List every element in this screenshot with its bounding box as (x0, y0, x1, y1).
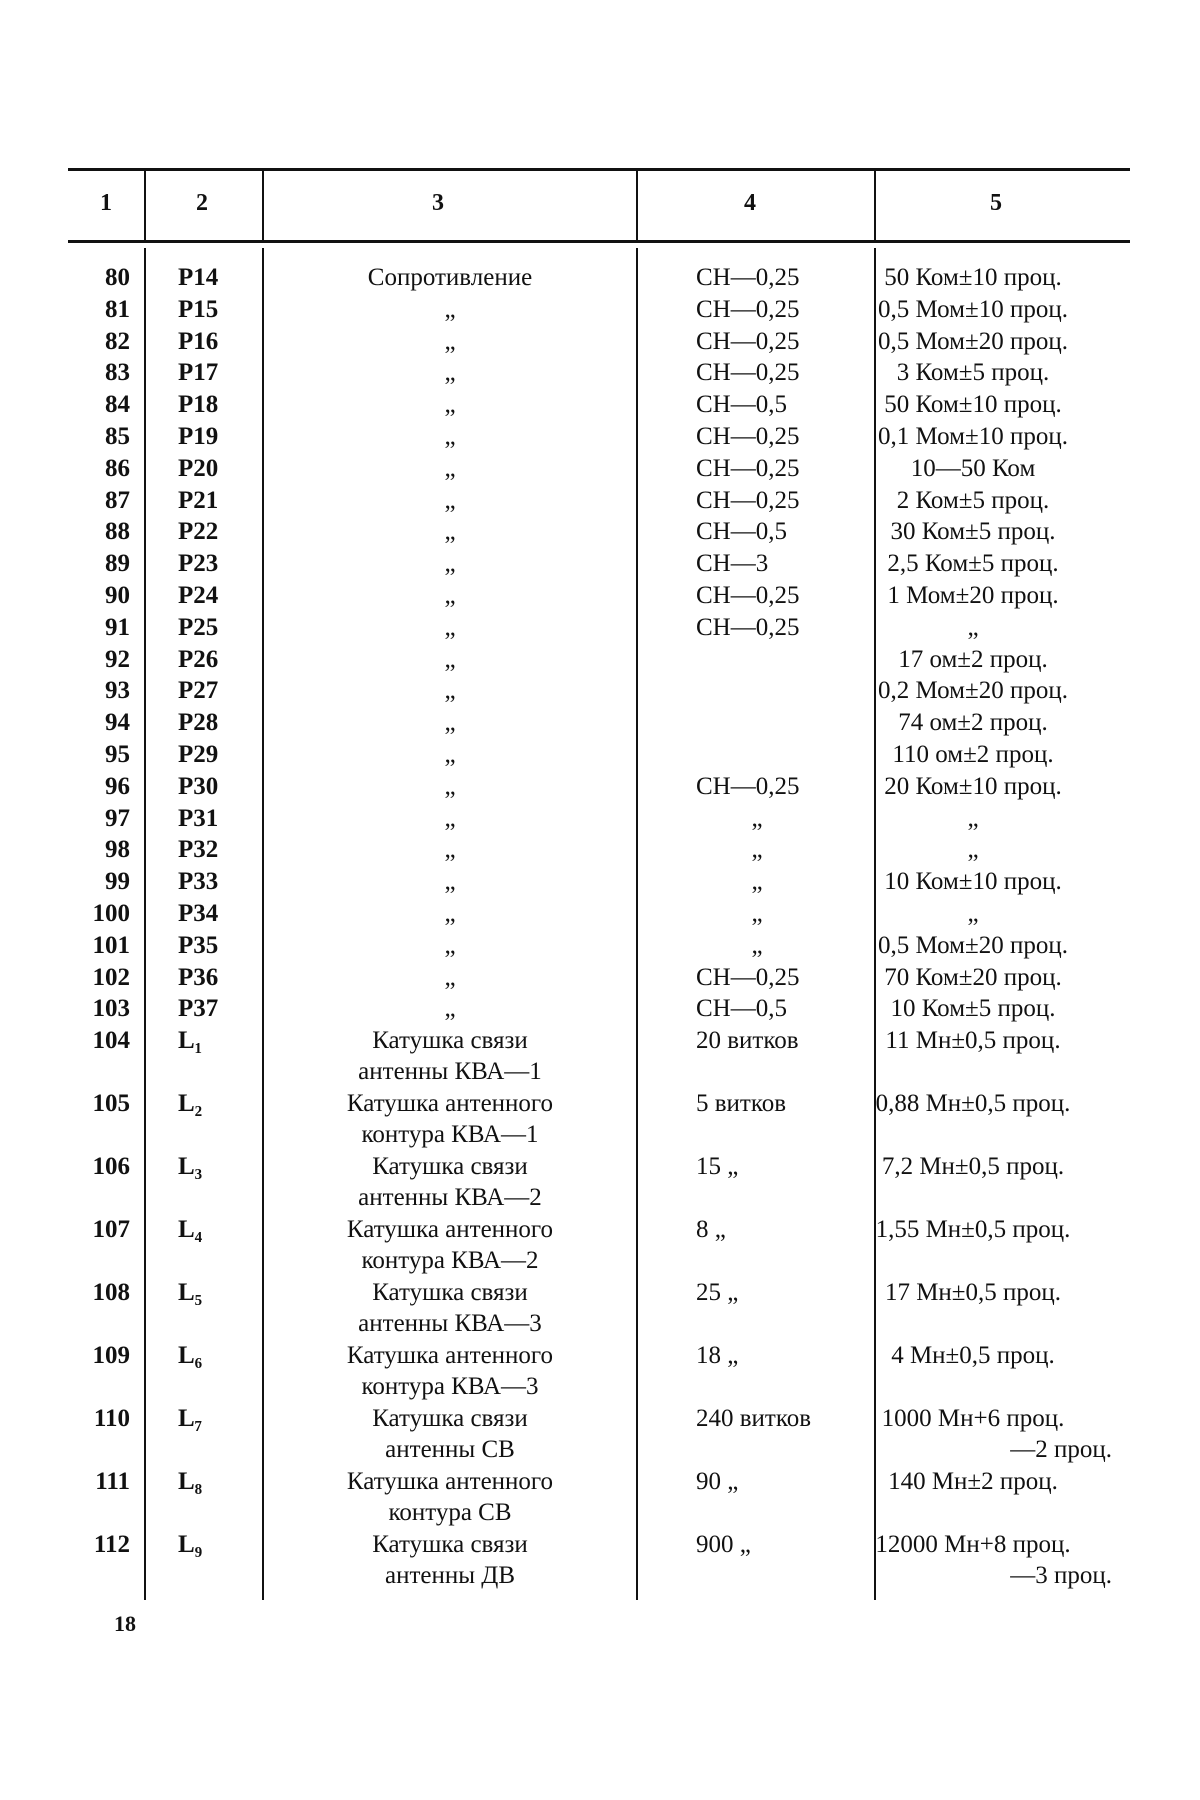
part-code: Р37 (178, 995, 219, 1023)
table-row (68, 803, 1130, 835)
table-row (68, 421, 1130, 453)
part-name-line2: антенны ДВ (384, 1562, 516, 1590)
part-name-line2: антенны КВА—2 (358, 1184, 542, 1212)
part-value: 0,88 Мн±0,5 проц. (875, 1090, 1071, 1118)
table-top-rule (68, 168, 1130, 171)
part-code: L₄ (178, 1216, 203, 1244)
part-name-line2: контура КВА—2 (361, 1247, 539, 1275)
part-type: „ (751, 900, 763, 927)
part-name: „ (444, 741, 456, 768)
part-value: 4 Мн±0,5 проц. (891, 1342, 1055, 1370)
part-name: „ (444, 486, 456, 514)
table-row (68, 485, 1130, 517)
row-number: 110 (93, 1405, 130, 1433)
part-name: „ (444, 518, 456, 546)
row-number: 80 (105, 264, 130, 291)
row-number: 112 (93, 1531, 130, 1559)
part-value: 10 Ком±10 проц. (884, 868, 1062, 896)
row-number: 92 (105, 645, 130, 673)
part-code: Р30 (178, 772, 219, 800)
header-col-4: 4 (744, 190, 756, 216)
part-name: „ (444, 454, 456, 482)
part-value: 10 Ком±5 проц. (890, 995, 1056, 1023)
part-value: 0,5 Мом±20 проц. (878, 931, 1068, 959)
part-name: Катушка связи (372, 1405, 528, 1433)
part-value: 3 Ком±5 проц. (896, 359, 1050, 387)
part-type: 900 „ (696, 1531, 751, 1559)
part-name-line2: контура КВА—3 (361, 1373, 539, 1401)
part-code: Р34 (178, 900, 219, 927)
part-type: СН—0,5 (696, 391, 787, 419)
part-code: Р18 (178, 391, 219, 419)
row-number: 111 (95, 1468, 130, 1496)
part-code: L₈ (178, 1468, 203, 1496)
part-type: 20 витков (696, 1027, 799, 1055)
part-code: L₁ (178, 1027, 203, 1055)
part-name-line2: контура СВ (388, 1499, 512, 1527)
part-name-line2: антенны КВА—3 (358, 1310, 542, 1338)
part-code: Р36 (178, 963, 219, 991)
part-value: 12000 Мн+8 проц. (875, 1531, 1071, 1559)
part-name: Сопротивление (367, 264, 533, 291)
part-type: 18 „ (696, 1342, 739, 1370)
part-code: L₂ (178, 1090, 203, 1118)
row-number: 82 (105, 327, 130, 355)
part-name: Катушка связи (372, 1279, 528, 1307)
part-type: СН—0,25 (696, 613, 800, 641)
col-divider-3 (636, 168, 638, 240)
row-number: 103 (92, 995, 130, 1023)
part-name-line2: антенны СВ (385, 1436, 515, 1464)
table-row (68, 1340, 1130, 1401)
part-value: 2,5 Ком±5 проц. (887, 550, 1059, 578)
row-number: 100 (92, 900, 130, 927)
part-name: „ (444, 931, 456, 959)
table-row (68, 516, 1130, 548)
part-value: 17 Мн±0,5 проц. (884, 1279, 1062, 1307)
part-name: „ (444, 423, 456, 450)
part-type: СН—0,25 (696, 486, 800, 514)
table-row (68, 993, 1130, 1025)
part-code: Р19 (178, 423, 219, 450)
header-col-5: 5 (990, 190, 1002, 216)
part-name: „ (444, 613, 456, 641)
row-number: 99 (105, 868, 130, 896)
part-value: 17 ом±2 проц. (898, 645, 1048, 673)
row-number: 87 (105, 486, 130, 514)
row-number: 81 (105, 295, 130, 323)
part-code: Р16 (178, 327, 219, 355)
table-row (68, 612, 1130, 644)
table-row (68, 1466, 1130, 1527)
part-code: Р14 (178, 264, 219, 291)
part-code: Р35 (178, 931, 219, 959)
part-type: СН—0,25 (696, 772, 800, 800)
row-number: 107 (92, 1216, 130, 1244)
part-name: „ (444, 963, 456, 991)
part-value: 2 Ком±5 проц. (896, 486, 1050, 514)
part-name: Катушка антенного (346, 1468, 554, 1496)
header-col-3: 3 (432, 190, 444, 216)
part-value: 50 Ком±10 проц. (884, 264, 1062, 291)
part-value: 1000 Мн+6 проц. (881, 1405, 1065, 1433)
table-row (68, 739, 1130, 771)
row-number: 108 (92, 1279, 130, 1307)
part-value: 0,2 Мом±20 проц. (878, 677, 1068, 705)
part-type: СН—0,5 (696, 518, 787, 546)
part-value: 0,5 Мом±20 проц. (878, 327, 1068, 355)
part-type: СН—0,25 (696, 327, 800, 355)
part-name: „ (444, 327, 456, 355)
header-col-2: 2 (196, 190, 208, 216)
page-number: 18 (114, 1611, 136, 1636)
part-value: 0,1 Мом±10 проц. (878, 423, 1068, 450)
table-row (68, 580, 1130, 612)
part-type: 8 „ (696, 1216, 726, 1244)
part-name: „ (444, 868, 456, 896)
part-type: 90 „ (696, 1468, 739, 1496)
part-code: Р29 (178, 741, 219, 768)
part-type: СН—0,25 (696, 454, 800, 482)
part-value: 11 Мн±0,5 проц. (885, 1027, 1061, 1055)
part-type: СН—0,25 (696, 295, 800, 323)
row-number: 105 (92, 1090, 130, 1118)
part-code: L₅ (178, 1279, 203, 1307)
row-number: 94 (105, 709, 130, 737)
parts-table (68, 168, 1130, 1600)
part-value-line2: —3 проц. (1010, 1562, 1112, 1590)
part-code: Р15 (178, 295, 219, 323)
part-value: 1 Мом±20 проц. (887, 582, 1059, 609)
part-name: „ (444, 772, 456, 800)
row-number: 106 (92, 1153, 130, 1181)
part-type: СН—0,25 (696, 963, 800, 991)
part-code: Р31 (178, 804, 219, 832)
table-row (68, 326, 1130, 358)
row-number: 97 (105, 804, 130, 832)
part-type: „ (751, 931, 763, 959)
part-value: „ (967, 836, 979, 864)
part-value: 70 Ком±20 проц. (884, 963, 1062, 991)
table-row (68, 866, 1130, 898)
part-type: СН—0,25 (696, 359, 800, 387)
part-code: L₆ (178, 1342, 203, 1370)
table-row (68, 1088, 1130, 1149)
table-row (68, 834, 1130, 866)
col-divider-4 (874, 168, 876, 240)
part-type: 25 „ (696, 1279, 739, 1307)
part-value: 7,2 Мн±0,5 проц. (881, 1153, 1065, 1181)
part-code: Р20 (178, 454, 219, 482)
part-value: 0,5 Мом±10 проц. (878, 295, 1068, 323)
part-code: Р23 (178, 550, 219, 578)
table-row (68, 962, 1130, 994)
part-name: „ (444, 550, 456, 578)
row-number: 93 (105, 677, 130, 705)
table-row (68, 1403, 1130, 1464)
table-row (68, 930, 1130, 962)
col-divider-2 (262, 168, 264, 240)
part-name: „ (444, 709, 456, 737)
part-name: „ (444, 645, 456, 673)
row-number: 85 (105, 423, 130, 450)
row-number: 98 (105, 836, 130, 864)
part-code: Р32 (178, 836, 219, 864)
table-row (68, 644, 1130, 676)
part-name: „ (444, 582, 456, 609)
part-value: 74 ом±2 проц. (898, 709, 1048, 737)
part-type: СН—0,25 (696, 423, 800, 450)
row-number: 83 (105, 359, 130, 387)
table-row (68, 389, 1130, 421)
part-code: Р28 (178, 709, 219, 737)
part-code: Р25 (178, 613, 219, 641)
row-number: 102 (92, 963, 130, 991)
part-name: „ (444, 836, 456, 864)
part-value: 30 Ком±5 проц. (890, 518, 1056, 546)
table-row (68, 548, 1130, 580)
part-type: „ (751, 836, 763, 864)
part-value: 10—50 Ком (910, 454, 1036, 482)
part-code: Р22 (178, 518, 219, 546)
table-row (68, 1025, 1130, 1086)
part-value: 110 ом±2 проц. (892, 741, 1054, 768)
part-code: Р24 (178, 582, 219, 609)
table-row (68, 357, 1130, 389)
table-row (68, 1277, 1130, 1338)
row-number: 101 (92, 931, 130, 959)
table-row (68, 707, 1130, 739)
row-number: 88 (105, 518, 130, 546)
part-name: „ (444, 900, 456, 927)
part-name: „ (444, 295, 456, 323)
row-number: 104 (92, 1027, 130, 1055)
part-name: Катушка связи (372, 1153, 528, 1181)
part-type: СН—0,25 (696, 264, 800, 291)
part-name: „ (444, 677, 456, 705)
part-code: Р33 (178, 868, 219, 896)
col-divider-1 (144, 168, 146, 240)
part-type: „ (751, 868, 763, 896)
part-name: Катушка антенного (346, 1342, 554, 1370)
part-name: Катушка антенного (346, 1216, 554, 1244)
table-row (68, 1151, 1130, 1212)
table-row (68, 453, 1130, 485)
part-name: „ (444, 391, 456, 419)
row-number: 95 (105, 741, 130, 768)
part-name-line2: антенны КВА—1 (358, 1058, 542, 1086)
row-number: 89 (105, 550, 130, 578)
part-value: 50 Ком±10 проц. (884, 391, 1062, 419)
row-number: 90 (105, 582, 130, 609)
part-name: Катушка связи (372, 1027, 528, 1055)
part-value: 1,55 Мн±0,5 проц. (875, 1216, 1071, 1244)
table-row (68, 1214, 1130, 1275)
table-row (68, 675, 1130, 707)
part-value: 140 Мн±2 проц. (888, 1468, 1058, 1496)
part-code: L₇ (178, 1405, 203, 1433)
part-name: „ (444, 359, 456, 387)
part-code: Р26 (178, 645, 219, 673)
part-type: 5 витков (696, 1090, 787, 1118)
header-col-1: 1 (100, 190, 112, 216)
part-value: „ (967, 613, 979, 641)
table-row (68, 1529, 1130, 1590)
part-name: „ (444, 804, 456, 832)
table-row (68, 771, 1130, 803)
part-type: „ (751, 804, 763, 832)
part-value: „ (967, 804, 979, 832)
part-code: L₃ (178, 1153, 203, 1181)
part-name: Катушка антенного (346, 1090, 554, 1118)
part-code: Р27 (178, 677, 219, 705)
part-name-line2: контура КВА—1 (361, 1121, 539, 1149)
table-row (68, 898, 1130, 930)
row-number: 96 (105, 772, 130, 800)
table-row (68, 262, 1130, 294)
part-name: „ (444, 995, 456, 1023)
row-number: 86 (105, 454, 130, 482)
part-code: Р17 (178, 359, 219, 387)
part-name: Катушка связи (372, 1531, 528, 1559)
table-row (68, 294, 1130, 326)
part-type: 15 „ (696, 1153, 739, 1181)
table-header-rule (68, 240, 1130, 243)
part-code: Р21 (178, 486, 219, 514)
row-number: 109 (92, 1342, 130, 1370)
part-code: L₉ (178, 1531, 203, 1559)
part-value: „ (967, 900, 979, 927)
row-number: 84 (105, 391, 130, 419)
part-type: СН—0,25 (696, 582, 800, 609)
part-type: СН—0,5 (696, 995, 787, 1023)
row-number: 91 (105, 613, 130, 641)
part-type: СН—3 (696, 550, 769, 578)
part-value-line2: —2 проц. (1010, 1436, 1112, 1464)
part-type: 240 витков (696, 1405, 812, 1433)
part-value: 20 Ком±10 проц. (884, 772, 1062, 800)
